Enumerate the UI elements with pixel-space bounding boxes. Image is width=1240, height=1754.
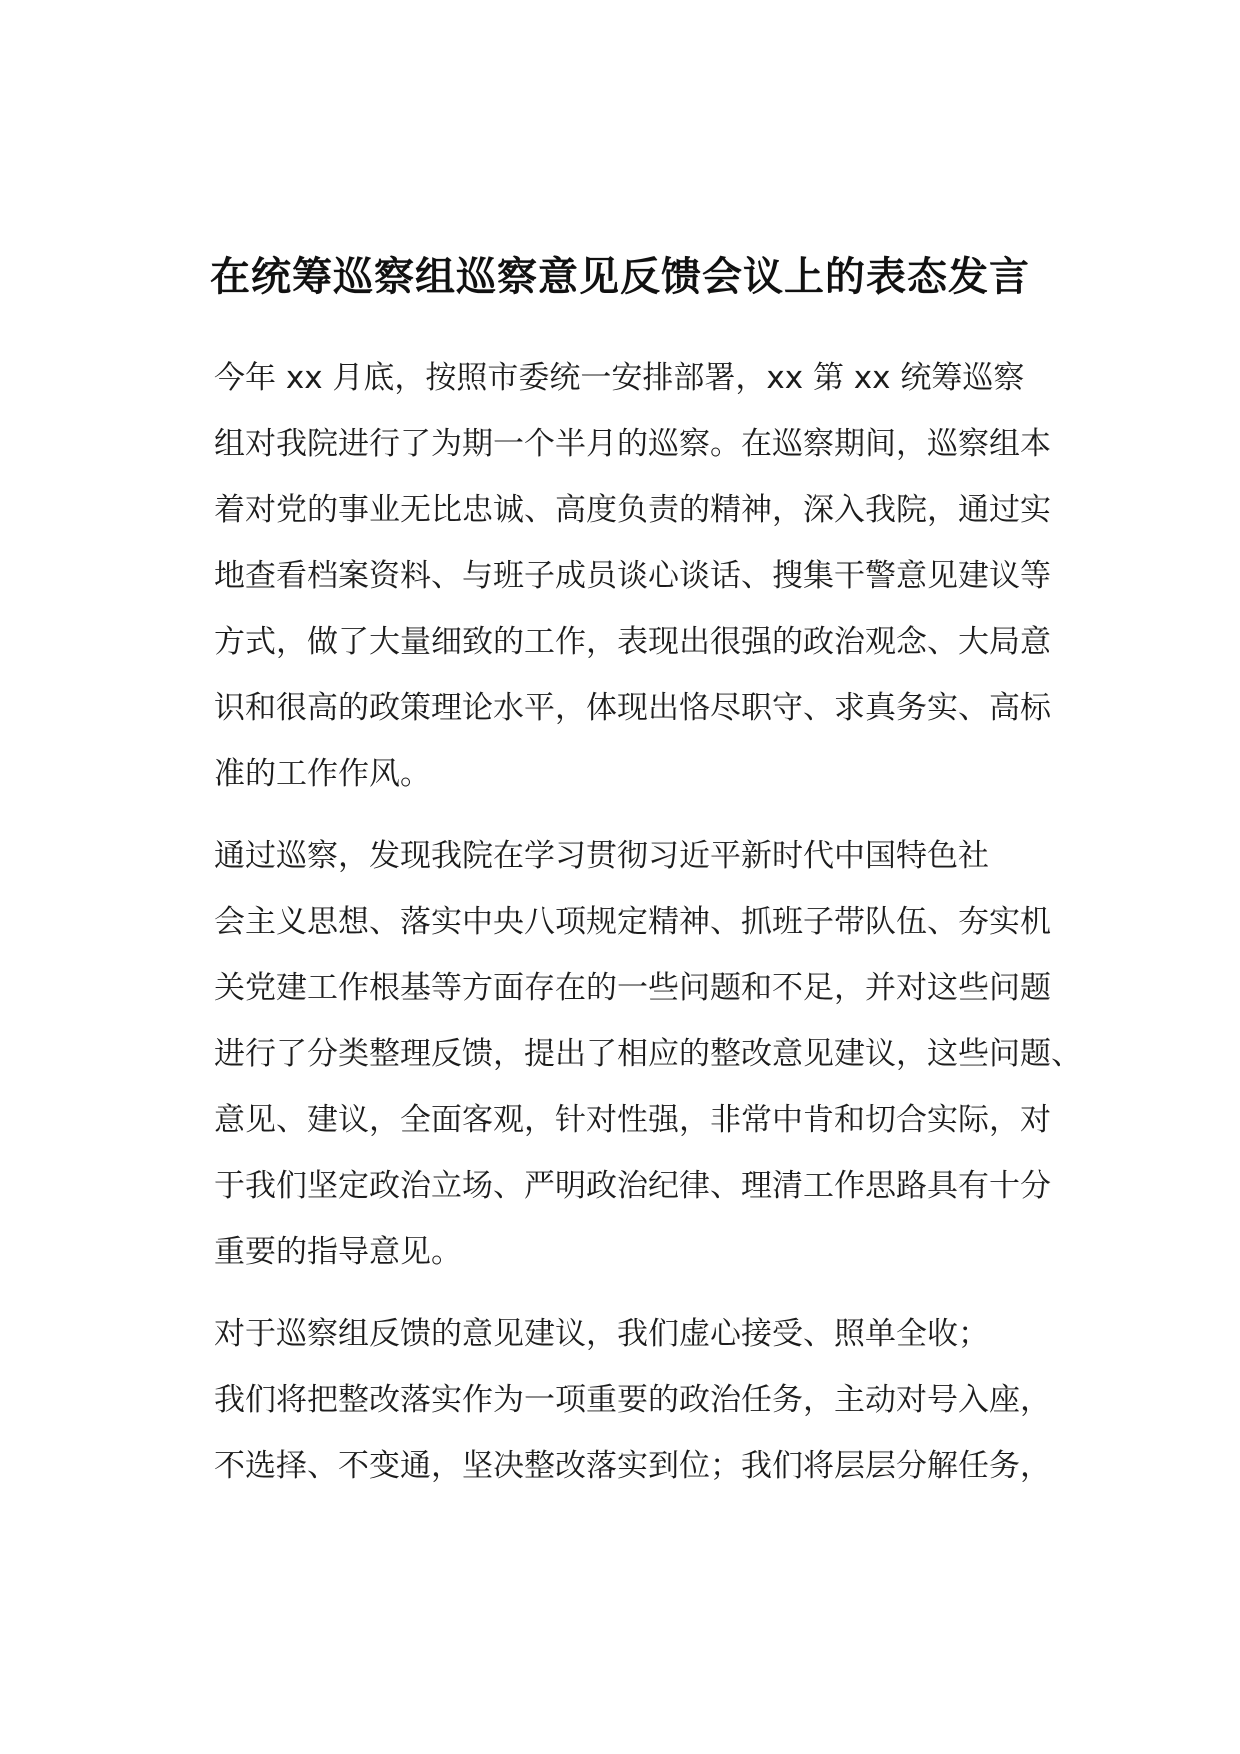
paragraph-line: 于我们坚定政治立场、严明政治纪律、理清工作思路具有十分 [214,1168,1051,1204]
paragraph-line: 地查看档案资料、与班子成员谈心谈话、搜集干警意见建议等 [214,558,1051,594]
paragraph-1 [152,345,1088,807]
paragraph-line: 识和很高的政策理论水平，体现出恪尽职守、求真务实、高标 [214,690,1051,726]
paragraph-line: 对于巡察组反馈的意见建议，我们虚心接受、照单全收； [214,1316,989,1352]
document-body [152,345,1088,1515]
paragraph-line: 我们将把整改落实作为一项重要的政治任务，主动对号入座， [214,1382,1051,1418]
paragraph-line: 不选择、不变通，坚决整改落实到位；我们将层层分解任务， [214,1448,1051,1484]
paragraph-line: 进行了分类整理反馈，提出了相应的整改意见建议，这些问题、 [214,1036,1082,1072]
paragraph-line: 重要的指导意见。 [214,1234,462,1270]
paragraph-line: 关党建工作根基等方面存在的一些问题和不足，并对这些问题 [214,970,1051,1006]
paragraph-line: 今年 xx 月底，按照市委统一安排部署，xx 第 xx 统筹巡察 [214,360,1025,396]
paragraph-line: 意见、建议，全面客观，针对性强，非常中肯和切合实际，对 [214,1102,1051,1138]
paragraph-line: 通过巡察，发现我院在学习贯彻习近平新时代中国特色社 [214,838,989,874]
document-title: 在统筹巡察组巡察意见反馈会议上的表态发言 [210,254,1030,300]
paragraph-line: 准的工作作风。 [214,756,431,792]
paragraph-line: 着对党的事业无比忠诚、高度负责的精神，深入我院，通过实 [214,492,1051,528]
paragraph-2 [152,823,1088,1285]
paragraph-line: 组对我院进行了为期一个半月的巡察。在巡察期间，巡察组本 [214,426,1051,462]
paragraph-line: 方式，做了大量细致的工作，表现出很强的政治观念、大局意 [214,624,1051,660]
paragraph-line: 会主义思想、落实中央八项规定精神、抓班子带队伍、夯实机 [214,904,1051,940]
paragraph-3 [152,1301,1088,1499]
